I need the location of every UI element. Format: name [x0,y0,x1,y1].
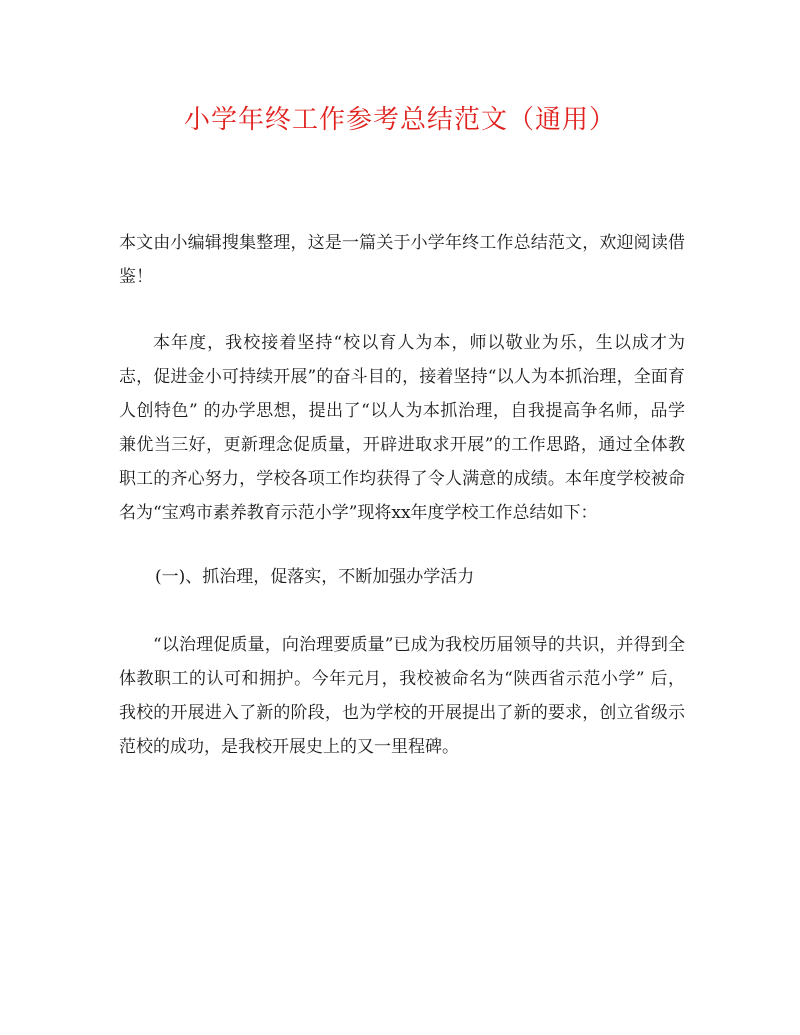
section-heading: (一)、抓治理，促落实，不断加强办学活力 [155,567,475,587]
document-body [119,226,685,764]
body-paragraph-2: “以治理促质量，向治理要质量”已成为我校历届领导的共识，并得到全体教职工的认可和拥护。今年元月，我校被命名为“陕西省示范小学” 后，我校的开展进入了新的阶段，也为学校的开展提出了新的要求，创立省级示范校的成功，是我校开展史上的又一里程碑。 [119,635,685,757]
intro-paragraph: 本文由小编辑搜集整理，这是一篇关于小学年终工作总结范文，欢迎阅读借鉴！ [119,233,685,287]
document-title: 小学年终工作参考总结范文（通用） [183,105,616,135]
body-paragraph-1: 本年度，我校接着坚持“校以育人为本，师以敬业为乐，生以成才为志，促进金小可持续开展”的奋斗目的，接着坚持“以人为本抓治理，全面育人创特色” 的办学思想，提出了“以人为本抓治理，自我提高争名师，品学兼优当三好，更新理念促质量，开辟进取求开展”的工作思路，通过全体教职工的齐心努力，学校各项工作均获得了令人满意的成绩。本年度学校被命名为“宝鸡市素养教育示范小学”现将xx年度学校工作总结如下： [119,333,685,523]
